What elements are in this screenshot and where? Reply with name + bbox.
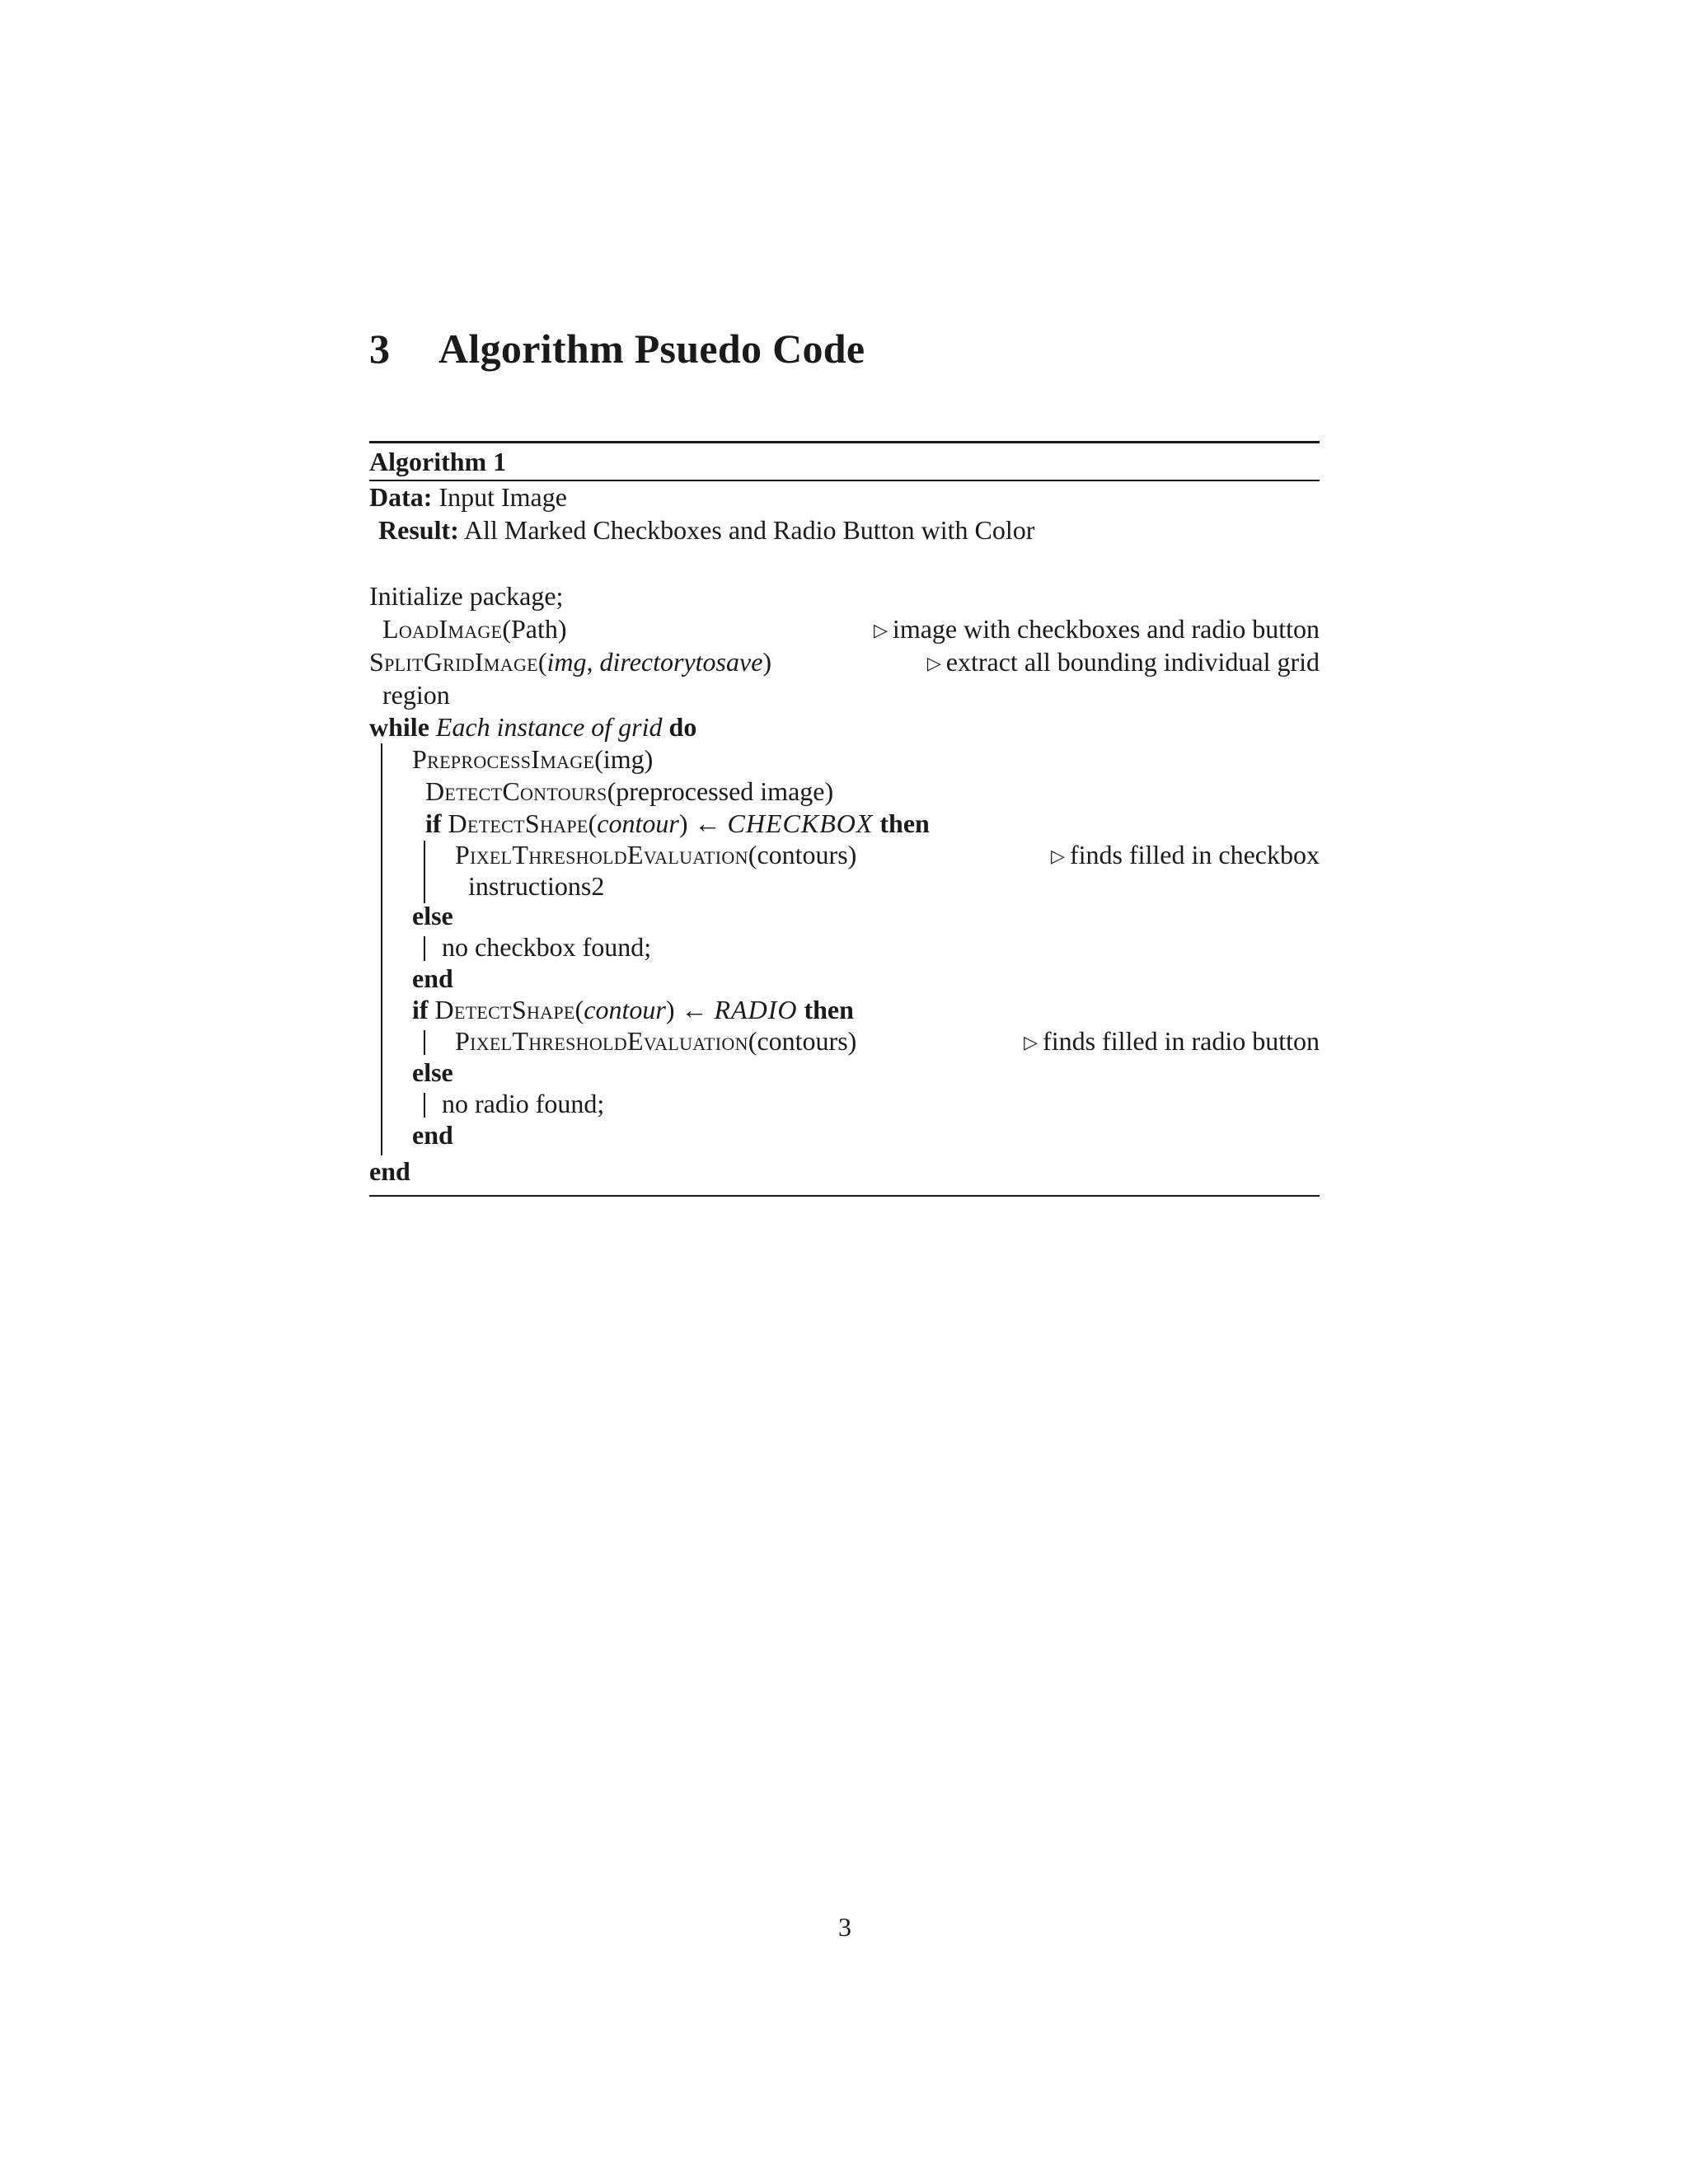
preprocess-func: PreprocessImage — [412, 744, 595, 774]
detect-shape-arg: contour — [584, 995, 666, 1024]
instructions-line: instructions2 — [468, 871, 605, 901]
data-text: Input Image — [438, 482, 567, 512]
detect-contours-func: DetectContours — [425, 776, 607, 806]
split-sep: , — [586, 647, 600, 677]
split-grid-comment — [927, 646, 1320, 677]
pixel-threshold-func: PixelThresholdEvaluation — [455, 840, 748, 869]
preprocess-line — [412, 743, 653, 775]
split-grid-comment-cont: region — [382, 680, 450, 710]
algorithm-block — [369, 441, 1320, 1197]
section-number: 3 — [369, 326, 391, 372]
checkbox-const: CHECKBOX — [727, 808, 874, 838]
pixel-threshold-func: PixelThresholdEvaluation — [455, 1026, 748, 1056]
checkbox-comment — [1051, 839, 1320, 870]
init-line: Initialize package; — [369, 581, 564, 611]
else-checkbox-block-bar — [424, 936, 425, 961]
detect-contours-line — [425, 776, 833, 807]
data-line — [369, 481, 567, 513]
end-if-checkbox-line: end — [412, 963, 453, 993]
if-keyword: if — [425, 808, 442, 838]
split-grid-line — [369, 646, 771, 677]
result-text: All Marked Checkboxes and Radio Button with Color — [464, 515, 1035, 545]
split-args-open: ( — [537, 647, 547, 677]
comment-triangle-icon: ▷ — [926, 653, 941, 673]
load-image-line — [382, 613, 567, 644]
algorithm-body — [369, 481, 1320, 1198]
preprocess-args: (img) — [594, 744, 654, 774]
if-keyword: if — [412, 995, 429, 1024]
load-image-args: (Path) — [502, 614, 567, 644]
radio-comment — [1024, 1025, 1320, 1057]
if-checkbox-block-bar — [424, 841, 425, 903]
algorithm-title: Algorithm 1 — [369, 447, 507, 476]
while-line — [369, 711, 696, 743]
detect-shape-func: DetectShape — [434, 995, 575, 1024]
end-if-radio-line: end — [412, 1120, 453, 1150]
comment-triangle-icon: ▷ — [874, 620, 888, 640]
assign-arrow: ← — [681, 995, 708, 1024]
no-checkbox-line: no checkbox found; — [442, 932, 652, 962]
pixel-threshold-radio-line — [455, 1025, 856, 1057]
radio-const: RADIO — [714, 995, 798, 1024]
no-radio-line: no radio found; — [442, 1089, 605, 1118]
split-args-close: ) — [762, 647, 772, 677]
split-grid-func: SplitGridImage — [369, 647, 538, 677]
else-radio-block-bar — [424, 1093, 425, 1118]
radio-comment-text: finds filled in radio button — [1043, 1026, 1320, 1056]
page-number: 3 — [838, 1912, 851, 1942]
assign-arrow: ← — [694, 808, 721, 838]
then-keyword: then — [804, 995, 854, 1024]
split-arg-img: img — [546, 647, 587, 677]
checkbox-comment-text: finds filled in checkbox — [1069, 840, 1320, 869]
comment-triangle-icon: ▷ — [1051, 846, 1065, 866]
section-heading — [369, 326, 865, 372]
while-condition: Each instance of grid — [435, 712, 663, 742]
load-image-comment — [874, 613, 1320, 644]
pixel-threshold-args: (contours) — [748, 840, 857, 869]
while-block-bar — [381, 743, 382, 1155]
split-grid-comment-text: extract all bounding individual grid — [945, 647, 1320, 677]
if-checkbox-line: if DetectShape(contour) ← CHECKBOX then — [425, 808, 930, 838]
detect-shape-func: DetectShape — [448, 808, 588, 838]
load-image-comment-text: image with checkboxes and radio button — [892, 614, 1320, 644]
else-checkbox-line: else — [412, 901, 453, 930]
if-radio-line: if DetectShape(contour) ← RADIO then — [412, 995, 854, 1024]
section-title: Algorithm Psuedo Code — [438, 326, 865, 372]
result-keyword: Result: — [378, 515, 459, 545]
comment-triangle-icon: ▷ — [1024, 1032, 1039, 1052]
data-keyword: Data: — [369, 482, 433, 512]
split-arg-dir: directorytosave — [599, 647, 763, 677]
while-keyword: while — [369, 712, 429, 742]
load-image-func: LoadImage — [382, 614, 503, 644]
if-radio-block-bar — [424, 1030, 425, 1055]
pixel-threshold-args: (contours) — [748, 1026, 857, 1056]
detect-shape-arg: contour — [597, 808, 679, 838]
pixel-threshold-checkbox-line — [455, 839, 856, 870]
then-keyword: then — [879, 808, 930, 838]
else-radio-line: else — [412, 1057, 453, 1087]
detect-contours-args: (preprocessed image) — [607, 776, 834, 806]
result-line — [378, 514, 1034, 546]
end-while-line: end — [369, 1156, 410, 1186]
do-keyword: do — [668, 712, 697, 742]
